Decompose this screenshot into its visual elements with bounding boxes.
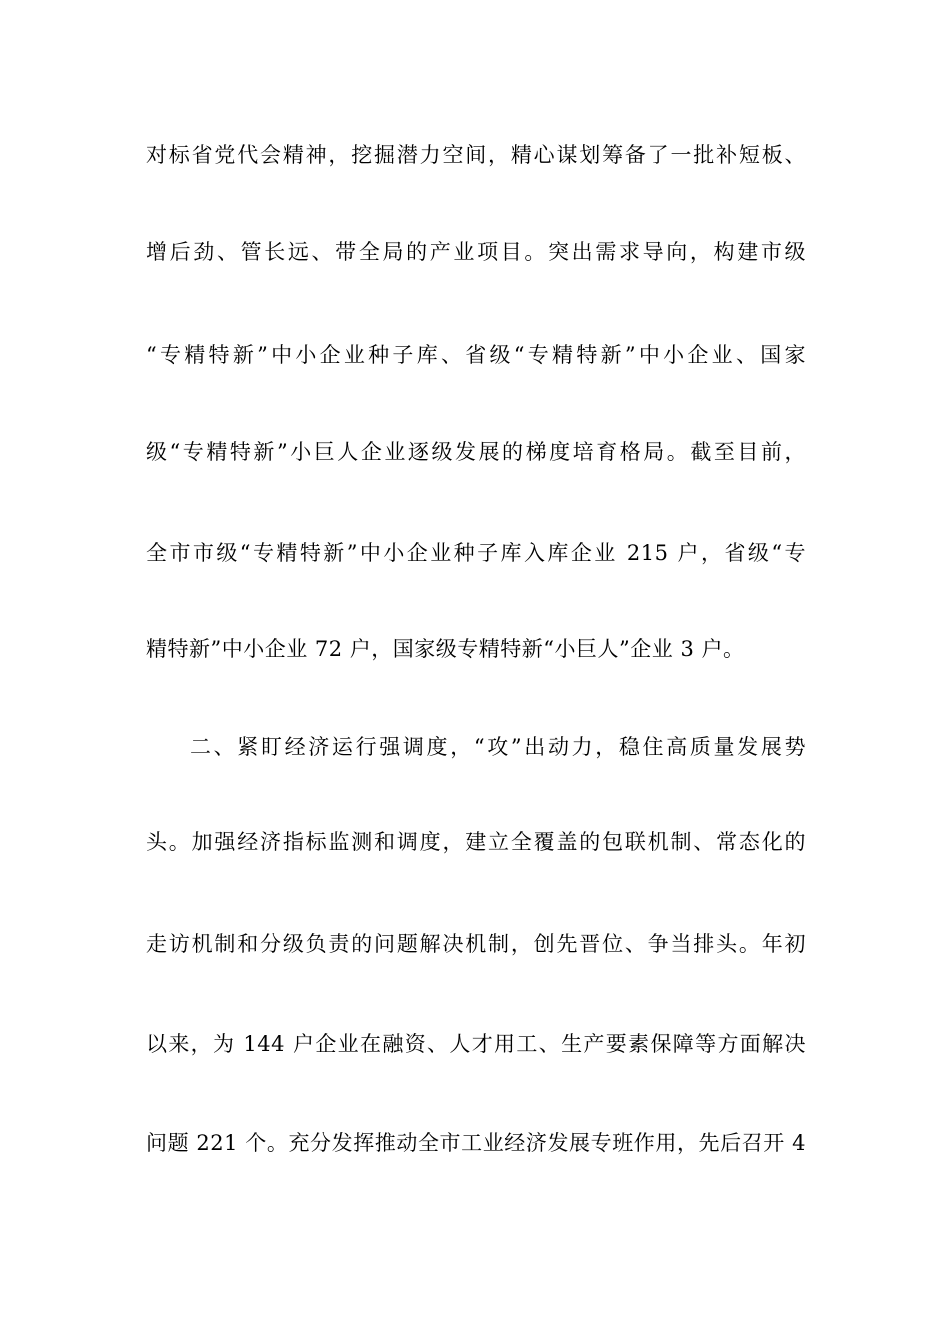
section-heading-line: 二、紧盯经济运行强调度，“攻”出动力，稳住高质量发展势 — [190, 735, 806, 759]
text-line-10: 以来，为 144 户企业在融资、人才用工、生产要素保障等方面解决 — [146, 1032, 806, 1056]
text-line-6: 精特新”中小企业 72 户，国家级专精特新“小巨人”企业 3 户。 — [146, 637, 745, 661]
text-line-5: 全市市级“专精特新”中小企业种子库入库企业 215 户，省级“专 — [146, 541, 806, 565]
text-line-8: 头。加强经济指标监测和调度，建立全覆盖的包联机制、常态化的 — [146, 830, 806, 854]
text-line-2: 增后劲、管长远、带全局的产业项目。突出需求导向，构建市级 — [146, 240, 806, 264]
text-line-3: “专精特新”中小企业种子库、省级“专精特新”中小企业、国家 — [146, 343, 806, 367]
text-line-1: 对标省党代会精神，挖掘潜力空间，精心谋划筹备了一批补短板、 — [146, 143, 806, 167]
text-line-4: 级“专精特新”小巨人企业逐级发展的梯度培育格局。截至目前， — [146, 440, 806, 464]
text-line-9: 走访机制和分级负责的问题解决机制，创先晋位、争当排头。年初 — [146, 932, 806, 956]
text-line-11: 问题 221 个。充分发挥推动全市工业经济发展专班作用，先后召开 4 — [146, 1131, 806, 1155]
